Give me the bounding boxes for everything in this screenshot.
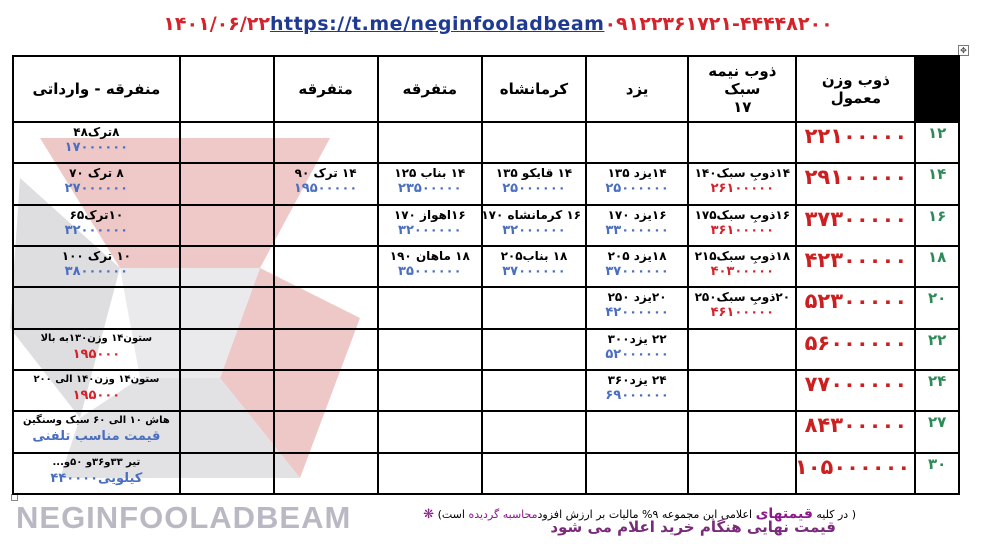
price-cell-m1 [378,246,482,287]
price-cell-m1 [378,205,482,246]
product-name: ۱۸یزد ۲۰۵ [607,248,667,263]
product-price: ۳۲۰۰۰۰۰۰ [502,222,566,238]
price-cell-blank [180,370,274,411]
price-cell-imp [13,122,180,163]
product-name: ۱۶ کرمانشاه ۱۷۰ [481,207,582,222]
standard-price-cell: ۸۴۳۰۰۰۰۰ [796,411,915,452]
product-price: ۱۷۰۰۰۰۰۰ [64,140,129,155]
price-cell-m1 [378,411,482,452]
price-cell-m2 [274,370,378,411]
footer [0,500,996,540]
product-price: ۱۹۵۰۰۰۰۰ [293,181,358,197]
product-name: ۲۰ذوبِ سبک۲۵۰ [694,290,791,305]
product-name: ۱۴یزد ۱۳۵ [607,166,667,181]
price-cell-m1 [378,453,482,494]
product-price: ۳۳۰۰۰۰۰۰ [605,222,669,238]
price-cell-m2 [274,163,378,204]
brand-wordmark: NEGINFOOLADBEAM [16,500,352,535]
product-name: هاش ۱۰ الی ۶۰ سبک وسنگین [22,415,170,427]
table-row [13,163,959,204]
product-price: ۳۵۰۰۰۰۰۰ [398,263,462,279]
product-price: ۳۷۰۰۰۰۰۰ [502,263,566,279]
price-cell-semi [688,246,796,287]
col-header-imported: منفرقه - وارداتی [13,56,180,122]
table-header-row [13,56,959,122]
product-name: ۸ترک۴۸ [73,125,120,139]
product-price: ۲۵۰۰۰۰۰۰ [605,181,669,197]
table-row [13,411,959,452]
product-price: ۶۹۰۰۰۰۰۰ [605,387,669,403]
price-cell-yazd [586,287,688,328]
table-move-handle-icon[interactable]: ✥ [958,45,969,56]
product-price: ۱۹۵۰۰۰ [72,387,121,403]
product-name: ۱۰ترک۶۵ [69,207,124,222]
price-cell-kerm [482,205,586,246]
price-cell-kerm [482,411,586,452]
price-cell-m2 [274,205,378,246]
standard-price-cell: ۷۷۰۰۰۰۰۰ [796,370,915,411]
standard-price-cell: ۵۶۰۰۰۰۰۰ [796,329,915,370]
price-cell-blank [180,453,274,494]
price-cell-semi [688,205,796,246]
size-cell: ۱۴ [915,163,959,204]
product-price: ۳۶۱۰۰۰۰۰ [710,222,775,238]
product-name: ۱۸ ماهان ۱۹۰ [389,248,470,263]
price-cell-kerm [482,246,586,287]
price-cell-imp [13,287,180,328]
tax-note-close: است) [437,508,465,521]
price-cell-imp [13,411,180,452]
price-cell-m1 [378,163,482,204]
price-cell-kerm [482,329,586,370]
size-cell: ۳۰ [915,453,959,494]
price-cell-semi [688,411,796,452]
telegram-link[interactable]: https://t.me/neginfooladbeam [269,13,605,35]
price-cell-kerm [482,287,586,328]
price-cell-yazd [586,453,688,494]
product-name: ۱۴ذوبِ سبک۱۴۰ [694,166,791,181]
price-cell-m2 [274,287,378,328]
product-name: ۱۶یزد ۱۷۰ [607,207,667,222]
tax-note-highlight: قیمتهای [755,506,813,522]
product-name: ۱۶اهواز ۱۷۰ [393,207,466,222]
product-price: ۳۲۰۰۰۰۰۰ [64,222,129,238]
price-cell-imp [13,453,180,494]
price-cell-blank [180,411,274,452]
col-header-size: سایز [915,56,959,122]
price-cell-m1 [378,329,482,370]
product-price: ۵۲۰۰۰۰۰۰ [605,346,669,362]
price-cell-imp [13,205,180,246]
price-cell-imp [13,370,180,411]
size-cell: ۱۸ [915,246,959,287]
price-cell-yazd [586,411,688,452]
price-cell-semi [688,163,796,204]
col-header-semi-light-sub: ۱۷ [733,98,752,116]
price-cell-kerm [482,370,586,411]
product-name: ۱۸ذوبِ سبک۲۱۵ [694,248,791,263]
price-cell-yazd [586,246,688,287]
size-cell: ۲۲ [915,329,959,370]
product-name: ۸ ترک ۷۰ [69,166,124,181]
price-cell-yazd [586,370,688,411]
size-cell: ۱۲ [915,122,959,163]
price-cell-imp [13,246,180,287]
star-icon: ❋ [423,507,435,522]
table-row [13,246,959,287]
product-price: ۱۹۵۰۰۰ [72,346,121,362]
col-header-misc-2: متفرقه [274,56,378,122]
product-name: ۱۰ ترک ۱۰۰ [61,248,132,263]
table-row [13,287,959,328]
product-name: ۲۰یزد ۲۵۰ [607,290,667,305]
product-name: ۱۴ ترک ۹۰ [294,166,357,181]
table-row [13,205,959,246]
size-cell: ۲۰ [915,287,959,328]
price-cell-blank [180,246,274,287]
table-row [13,329,959,370]
price-cell-semi [688,287,796,328]
table-row [13,122,959,163]
product-name: ستون۱۴ وزن۱۴۰ الی ۲۰۰ [33,373,160,385]
price-cell-blank [180,329,274,370]
standard-price-cell: ۳۷۳۰۰۰۰۰ [796,205,915,246]
product-price: ۴۶۱۰۰۰۰۰ [710,305,775,321]
standard-price-cell: ۲۹۱۰۰۰۰۰ [796,163,915,204]
product-price: ۲۵۰۰۰۰۰۰ [502,181,566,197]
price-cell-m2 [274,453,378,494]
price-cell-blank [180,205,274,246]
product-name: ۱۶ذوبِ سبک۱۷۵ [694,207,791,222]
price-cell-semi [688,453,796,494]
col-header-semi-light-label: ذوب نیمه سبک [708,62,777,98]
size-cell: ۲۷ [915,411,959,452]
product-name: ۱۴ بناب ۱۲۵ [394,166,466,181]
product-name: ۲۲ یزد۳۰۰ [607,331,667,346]
standard-price-cell: ۱۰۵۰۰۰۰۰۰ [796,453,915,494]
tax-note-middle: اعلامی این مجموعه [661,508,753,521]
product-price: کیلویی۴۴۰۰۰۰ [50,470,143,486]
col-header-semi-light [688,56,796,122]
tax-note-open: ( در کلیه [816,508,856,521]
price-cell-kerm [482,453,586,494]
product-price: ۲۷۰۰۰۰۰۰ [64,181,129,197]
header-date: ۱۴۰۱/۰۶/۲۲ [163,13,270,35]
price-cell-yazd [586,329,688,370]
product-price: ۳۲۰۰۰۰۰۰ [398,222,462,238]
table-row [13,370,959,411]
price-cell-blank [180,163,274,204]
price-cell-yazd [586,205,688,246]
tax-note-tail-b: محاسبه گردیده [468,508,538,521]
final-price-note: قیمت نهایی هنگام خرید اعلام می شود [550,518,836,536]
price-cell-m2 [274,329,378,370]
header-phones: ۰۹۱۲۲۳۶۱۷۲۱-۴۴۴۴۸۲۰۰ [604,13,833,35]
product-price: قیمت مناسب تلفنی [32,429,161,445]
price-cell-imp [13,329,180,370]
col-header-kermanshah: کرمانشاه [482,56,586,122]
size-cell: ۱۶ [915,205,959,246]
product-name: ستون۱۴ وزن۱۳۰به بالا [40,332,153,344]
price-table [12,55,960,495]
price-cell-yazd [586,122,688,163]
col-header-blank [180,56,274,122]
header-contact-line [0,13,996,39]
price-cell-m1 [378,122,482,163]
product-price: ۳۸۰۰۰۰۰۰ [64,263,129,279]
product-price: ۲۶۱۰۰۰۰۰ [710,181,775,197]
price-cell-imp [13,163,180,204]
size-cell: ۲۴ [915,370,959,411]
product-name: تیر ۳۳و۳۶و ۵۰و... [52,456,141,468]
standard-price-cell: ۲۲۱۰۰۰۰۰ [796,122,915,163]
price-cell-blank [180,287,274,328]
price-cell-yazd [586,163,688,204]
product-price: ۲۳۵۰۰۰۰۰ [398,181,462,197]
col-header-misc-1: متفرقه [378,56,482,122]
price-cell-m1 [378,370,482,411]
product-name: ۲۴ یزد۳۶۰ [607,372,667,387]
price-cell-semi [688,370,796,411]
product-name: ۱۸ بناب۲۰۵ [500,248,568,263]
price-cell-kerm [482,122,586,163]
tax-note-percent: ۹% [641,508,659,521]
price-cell-kerm [482,163,586,204]
standard-price-cell: ۵۲۳۰۰۰۰۰ [796,287,915,328]
product-price: ۳۷۰۰۰۰۰۰ [605,263,669,279]
tax-note-tail-a: مالیات بر ارزش افزود [537,508,639,521]
price-cell-m1 [378,287,482,328]
price-cell-blank [180,122,274,163]
product-price: ۴۰۳۰۰۰۰۰ [710,263,775,279]
product-price: ۴۲۰۰۰۰۰۰ [605,305,669,321]
price-cell-semi [688,122,796,163]
col-header-yazd: یزد [586,56,688,122]
price-cell-m2 [274,122,378,163]
standard-price-cell: ۴۲۳۰۰۰۰۰ [796,246,915,287]
price-cell-m2 [274,246,378,287]
table-row [13,453,959,494]
product-name: ۱۴ قایکو ۱۳۵ [495,166,573,181]
col-header-standard: ذوب وزن معمول [796,56,915,122]
price-cell-semi [688,329,796,370]
price-cell-m2 [274,411,378,452]
